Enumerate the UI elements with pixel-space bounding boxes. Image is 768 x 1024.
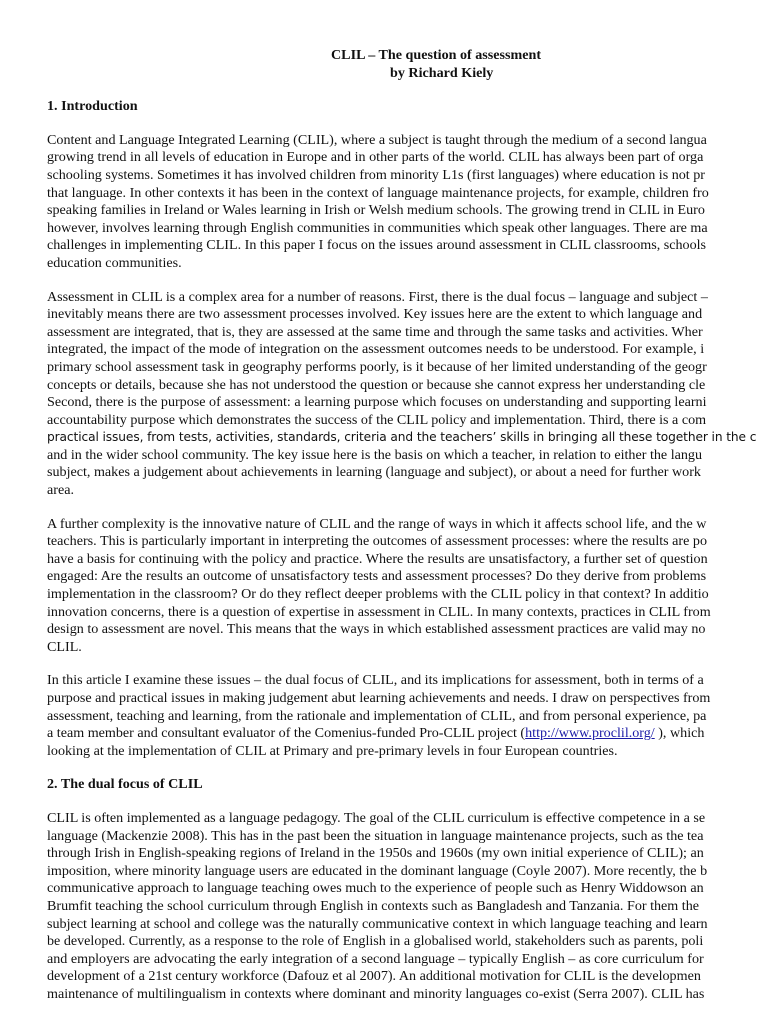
document-content: [47, 47, 768, 1004]
text-line: be developed. Currently, as a response to the role of English in a globalised world, stakeholders such as parents, poli: [47, 933, 704, 950]
text-line: A further complexity is the innovative nature of CLIL and the range of ways in which it affects school life, and the w: [47, 515, 707, 532]
text-line: challenges in implementing CLIL. In this paper I focus on the issues around assessment in CLIL classrooms, schools: [47, 237, 707, 254]
text-line: and employers are advocating the early integration of a second language – typically English – as core curriculum for: [47, 950, 704, 967]
text-line: education communities.: [47, 254, 182, 271]
text-line: subject, makes a judgement about achievements in learning (language and subject), or about a need for further work: [47, 464, 701, 481]
paragraph-dual-focus-1: [47, 810, 768, 1004]
text-line: assessment are integrated, that is, they are assessed at the same time and through the same tasks and activities. Wher: [47, 323, 703, 340]
text-line: schooling systems. Sometimes it has involved children from minority L1s (first languages) where education is not pr: [47, 166, 705, 183]
text-line: speaking families in Ireland or Wales learning in Irish or Welsh medium schools. The growing trend in CLIL in Euro: [47, 202, 705, 219]
text-line: looking at the implementation of CLIL at Primary and pre-primary levels in four European countries.: [47, 742, 618, 759]
text-line: CLIL is often implemented as a language pedagogy. The goal of the CLIL curriculum is effective competence in a se: [47, 809, 706, 826]
text-line: however, involves learning through English communities in communities which speak other languages. There are ma: [47, 219, 708, 236]
text-before-link: a team member and consultant evaluator of the Comenius-funded Pro-CLIL project (: [47, 725, 526, 742]
text-line: concepts or details, because she has not understood the question or because she cannot express her understanding cle: [47, 376, 706, 393]
paragraph-intro-3: [47, 516, 768, 657]
paragraph-intro-1: [47, 132, 768, 273]
text-line: CLIL.: [47, 638, 82, 655]
text-line: In this article I examine these issues – the dual focus of CLIL, and its implications for assessment, both in terms of a: [47, 672, 704, 689]
section-heading-introduction: 1. Introduction: [47, 98, 138, 115]
text-line: primary school assessment task in geography performs poorly, is it because of her limited understanding of the geogr: [47, 358, 707, 375]
text-line: area.: [47, 482, 74, 499]
text-line: design to assessment are novel. This means that the ways in which established assessment practices are valid may no: [47, 621, 706, 638]
text-line: practical issues, from tests, activities, standards, criteria and the teachers’ skills in bringing all these together in the c: [47, 430, 757, 445]
proclil-link[interactable]: http://www.proclil.org/: [525, 725, 655, 742]
text-line: communicative approach to language teaching owes much to the experience of people such as Henry Widdowson an: [47, 880, 704, 897]
text-line: implementation in the classroom? Or do they reflect deeper problems with the CLIL policy in that context? In additio: [47, 586, 709, 603]
title-block: [47, 47, 768, 82]
text-line-with-link: [47, 725, 768, 743]
text-line: Content and Language Integrated Learning (CLIL), where a subject is taught through the medium of a second langua: [47, 131, 707, 148]
text-line: purpose and practical issues in making judgement abut learning achievements and needs. I draw on perspectives from: [47, 690, 711, 706]
section-heading-dual-focus: 2. The dual focus of CLIL: [47, 776, 203, 793]
text-line: maintenance of multilingualism in contexts where dominant and minority languages co-exist (Serra 2007). CLIL has: [47, 985, 705, 1002]
text-line: that language. In other contexts it has been in the context of language maintenance projects, for example, children fro: [47, 184, 709, 201]
text-line: language (Mackenzie 2008). This has in the past been the situation in language maintenance projects, such as the tea: [47, 827, 704, 844]
text-line: innovation concerns, there is a question of expertise in assessment in CLIL. In many contexts, practices in CLIL from: [47, 603, 711, 620]
text-line: teachers. This is particularly important in interpreting the outcomes of assessment processes: where the results are po: [47, 533, 707, 550]
text-line: have a basis for continuing with the policy and practice. Where the results are unsatisfactory, a further set of question: [47, 550, 708, 567]
text-line: Assessment in CLIL is a complex area for a number of reasons. First, there is the dual focus – language and subject –: [47, 288, 708, 305]
text-line: Second, there is the purpose of assessment: a learning purpose which focuses on understanding and supporting learni: [47, 394, 707, 411]
text-line: and in the wider school community. The key issue here is the basis on which a teacher, in relation to either the langu: [47, 446, 703, 463]
document-title: CLIL – The question of assessment: [331, 47, 542, 63]
paragraph-intro-2: [47, 289, 768, 500]
text-line: subject learning at school and college was the naturally communicative context in which language teaching and learn: [47, 915, 708, 932]
text-line: inevitably means there are two assessment processes involved. Key issues here are the extent to which language and: [47, 306, 703, 323]
text-line: assessment, teaching and learning, from the rationale and implementation of CLIL, and from personal experience, pa: [47, 707, 707, 724]
text-line: growing trend in all levels of education in Europe and in other parts of the world. CLIL has always been part of orga: [47, 149, 704, 166]
text-line: imposition, where minority language users are educated in the dominant language (Coyle 2007). More recently, the b: [47, 862, 708, 879]
document-byline: by Richard Kiely: [390, 64, 494, 81]
text-line: development of a 21st century workforce (Dafouz et al 2007). An additional motivation for CLIL is the developmen: [47, 968, 701, 985]
text-line: through Irish in English-speaking regions of Ireland in the 1950s and 1960s (my own initial experience of CLIL); an: [47, 845, 704, 862]
text-line: engaged: Are the results an outcome of unsatisfactory tests and assessment processes? Do they derive from problems: [47, 568, 707, 585]
paragraph-intro-4: [47, 672, 768, 760]
text-after-link: ), which: [654, 725, 705, 742]
text-line: integrated, the impact of the mode of integration on the assessment outcomes needs to be understood. For example, i: [47, 341, 705, 358]
text-line: Brumfit teaching the school curriculum through English in contexts such as Bangladesh and Tanzania. For them the: [47, 897, 700, 914]
text-line: accountability purpose which demonstrates the success of the CLIL policy and implementation. Third, there is a com: [47, 411, 707, 428]
